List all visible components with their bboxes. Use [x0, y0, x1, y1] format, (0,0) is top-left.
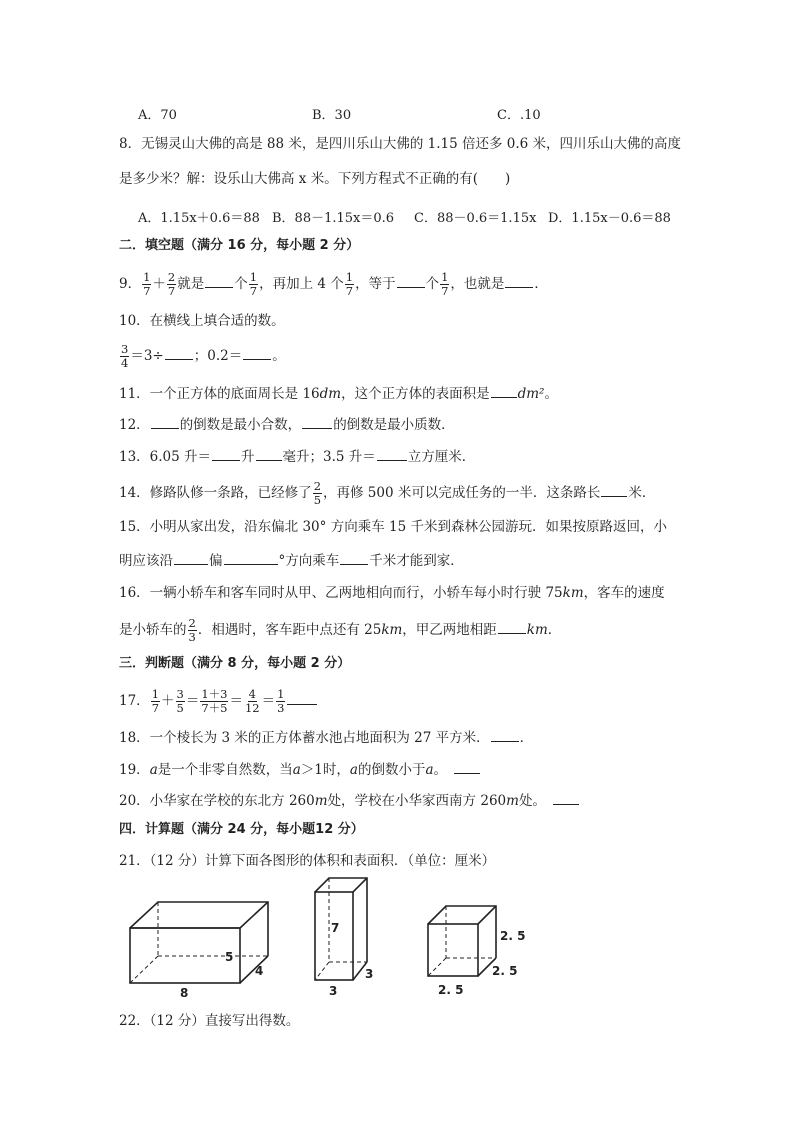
answer-blank[interactable]: [491, 728, 519, 742]
answer-blank[interactable]: [302, 415, 332, 429]
answer-blank[interactable]: [287, 691, 317, 705]
q22-prompt: 22．（12 分）直接写出得数。: [119, 1013, 300, 1029]
answer-blank[interactable]: [377, 447, 407, 461]
dimension-label: 3: [329, 984, 338, 998]
q20: 20．小华家在学校的东北方 260m处，学校在小华家西南方 260m处。: [119, 791, 580, 810]
q13: 13．6.05 升＝ 升 毫升；3.5 升＝ 立方厘米．: [119, 449, 476, 465]
q7-option-b: B．30: [312, 108, 352, 123]
answer-blank[interactable]: [454, 760, 480, 774]
fraction: $\frac{1+3}{7+5}$: [201, 687, 228, 715]
section-3-title: 三．判断题（满分 8 分，每小题 2 分）: [119, 656, 351, 671]
answer-blank[interactable]: [212, 447, 240, 461]
answer-blank[interactable]: [165, 346, 193, 360]
dimension-label: 2. 5: [500, 929, 526, 943]
fraction: $\frac{1}{7}$: [143, 270, 151, 298]
cuboid-figure-2: [305, 870, 385, 1000]
fraction: $\frac{2}{5}$: [313, 479, 322, 507]
q19: 19．a是一个非零自然数，当a＞1时，a的倒数小于a。: [119, 760, 481, 779]
q12: 12． 的倒数是最小合数， 的倒数是最小质数．: [119, 417, 455, 433]
dimension-label: 2. 5: [492, 964, 518, 978]
q10-line1: 10．在横线上填合适的数。: [119, 313, 285, 329]
q9-number: 9．: [119, 276, 142, 292]
q14: 14．修路队修一条路，已经修了 $\frac{2}{5}$ ，再修 500 米可以完成任务的一半．这条路长 米．: [119, 479, 656, 507]
answer-blank[interactable]: [256, 447, 282, 461]
dimension-label: 8: [180, 986, 189, 1000]
dimension-label: 4: [255, 964, 264, 978]
dimension-label: 3: [365, 967, 374, 981]
q8-line2: 是多少米？解：设乐山大佛高 x 米。下列方程式不正确的有( ): [119, 171, 511, 187]
fraction: $\frac{1}{7}$: [345, 270, 354, 298]
answer-blank[interactable]: [553, 791, 579, 805]
q7-option-a: A．70: [138, 108, 177, 123]
q10-line2: $\frac{3}{4}$ ＝3÷ ；0.2＝ 。: [121, 342, 286, 370]
section-2-title: 二．填空题（满分 16 分，每小题 2 分）: [119, 238, 360, 253]
q8-option-b: B．88－1.15x＝0.6: [272, 211, 395, 226]
q11: 11．一个正方体的底面周长是 16dm，这个正方体的表面积是 dm²。: [119, 386, 558, 402]
dimension-label: 2. 5: [438, 983, 464, 997]
q15-line2: 明应该沿 偏 °方向乘车 千米才能到家．: [119, 553, 464, 569]
q9: 9． $\frac{1}{7}$ ＋ $\frac{2}{7}$ 就是 个 $\frac{1}{7}$ ，再加上 4 个 $\frac{1}{7}$ ，等于 个 $\frac{1}{7}$ ，也就是 ．: [119, 270, 548, 298]
q18: 18．一个棱长为 3 米的正方体蓄水池占地面积为 27 平方米． ．: [119, 730, 534, 746]
q8-option-a: A．1.15x＋0.6＝88: [138, 211, 260, 226]
answer-blank[interactable]: [205, 274, 233, 288]
fraction: $\frac{1}{3}$: [277, 687, 285, 715]
fraction: $\frac{4}{12}$: [244, 687, 260, 715]
fraction: $\frac{2}{7}$: [167, 270, 176, 298]
q8-line1: 8．无锡灵山大佛的高是 88 米，是四川乐山大佛的 1.15 倍还多 0.6 米，四川乐山大佛的高度: [119, 136, 682, 152]
dimension-label: 5: [225, 950, 234, 964]
answer-blank[interactable]: [397, 274, 425, 288]
fraction: $\frac{2}{3}$: [188, 616, 196, 644]
q16-line2: 是小轿车的 $\frac{2}{3}$ ．相遇时，客车距中点还有 25km，甲乙两地相距 km．: [119, 616, 562, 644]
q7-option-c: C．.10: [497, 108, 541, 123]
fraction: $\frac{3}{5}$: [176, 687, 184, 715]
answer-blank[interactable]: [224, 551, 278, 565]
fraction: $\frac{1}{7}$: [441, 270, 449, 298]
answer-blank[interactable]: [151, 415, 179, 429]
section-4-title: 四．计算题（满分 24 分，每小题12 分）: [119, 822, 364, 837]
answer-blank[interactable]: [505, 274, 533, 288]
dimension-label: 7: [331, 921, 340, 935]
q8-option-d: D．1.15x－0.6＝88: [548, 211, 671, 226]
q21-prompt: 21．（12 分）计算下面各图形的体积和表面积．（单位：厘米）: [119, 853, 496, 869]
cube-figure-3: [420, 896, 540, 1000]
q16-line1: 16．一辆小轿车和客车同时从甲、乙两地相向而行，小轿车每小时行驶 75km，客车的速度: [119, 585, 665, 601]
answer-blank[interactable]: [340, 551, 368, 565]
fraction: $\frac{1}{7}$: [249, 270, 258, 298]
answer-blank[interactable]: [491, 384, 517, 398]
cuboid-figure-1: [120, 890, 280, 1000]
q8-option-c: C．88－0.6＝1.15x: [414, 211, 537, 226]
q17: 17． $\frac{1}{7}$ ＋ $\frac{3}{5}$ ＝ $\frac{1+3}{7+5}$ ＝ $\frac{4}{12}$ ＝ $\frac{1}{3}$: [119, 688, 318, 715]
answer-blank[interactable]: [243, 346, 271, 360]
fraction: $\frac{1}{7}$: [151, 687, 160, 715]
fraction: $\frac{3}{4}$: [121, 342, 129, 370]
answer-blank[interactable]: [498, 620, 526, 634]
answer-blank[interactable]: [174, 551, 208, 565]
answer-blank[interactable]: [601, 483, 627, 497]
q15-line1: 15．小明从家出发，沿东偏北 30° 方向乘车 15 千米到森林公园游玩．如果按原路返回，小: [119, 519, 667, 535]
